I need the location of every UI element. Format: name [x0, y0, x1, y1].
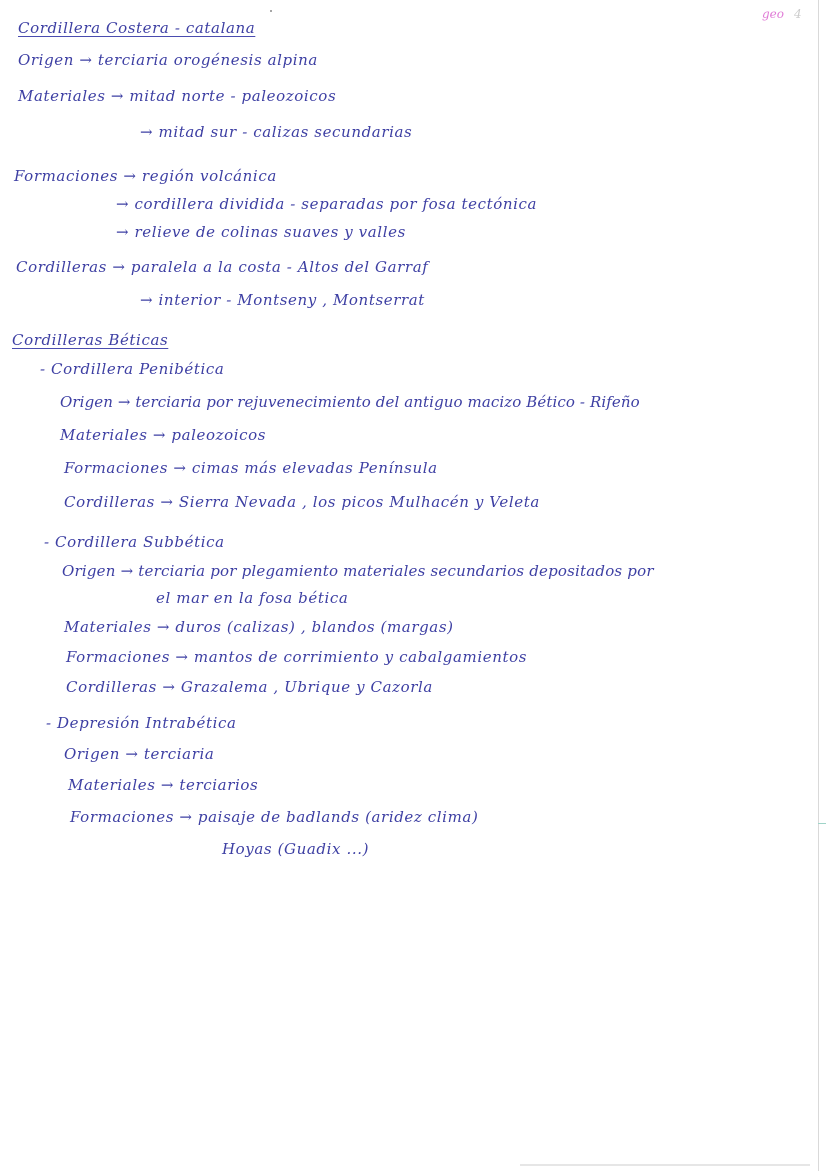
note-line: Origen → terciaria por plegamiento materiales secundarios depositados por	[62, 562, 654, 580]
note-line: Formaciones → región volcánica	[14, 167, 277, 185]
note-line: Materiales → terciarios	[68, 776, 259, 794]
subsection-heading: - Cordillera Penibética	[40, 360, 225, 378]
page-number	[762, 7, 802, 21]
note-line: Origen → terciaria orogénesis alpina	[18, 51, 318, 69]
subsection-heading: - Cordillera Subbética	[44, 533, 225, 551]
note-line: Formaciones → cimas más elevadas Península	[64, 459, 438, 477]
note-line: → mitad sur - calizas secundarias	[140, 123, 413, 141]
note-line: → cordillera dividida - separadas por fosa tectónica	[116, 195, 538, 213]
section-heading-beticas: Cordilleras Béticas	[12, 331, 169, 349]
note-line: → relieve de colinas suaves y valles	[116, 223, 406, 241]
note-line: Formaciones → paisaje de badlands (aridez clima)	[70, 808, 479, 826]
note-line: Origen → terciaria	[64, 745, 215, 763]
margin-mark	[818, 823, 826, 824]
page-number-value: 4	[794, 7, 802, 21]
note-line: Cordilleras → paralela a la costa - Altos del Garraf	[16, 258, 429, 276]
note-line: Materiales → duros (calizas) , blandos (margas)	[64, 618, 454, 636]
note-line: → interior - Montseny , Montserrat	[140, 291, 425, 309]
note-line: Cordilleras → Sierra Nevada , los picos Mulhacén y Veleta	[64, 493, 540, 511]
note-line: Cordilleras → Grazalema , Ubrique y Cazorla	[66, 678, 433, 696]
page-right-edge	[818, 0, 819, 1171]
page-bottom-edge	[520, 1164, 810, 1166]
note-line: Origen → terciaria por rejuvenecimiento del antiguo macizo Bético - Rifeño	[60, 393, 640, 411]
subsection-heading: - Depresión Intrabética	[46, 714, 237, 732]
page-label: geo	[762, 7, 785, 21]
note-line: Hoyas (Guadix ...)	[222, 840, 370, 858]
note-line: Materiales → mitad norte - paleozoicos	[18, 87, 337, 105]
section-heading-costero-catalana: Cordillera Costera - catalana	[18, 19, 256, 37]
note-line: Formaciones → mantos de corrimiento y cabalgamientos	[66, 648, 528, 666]
paper-speck	[270, 10, 272, 12]
note-line: Materiales → paleozoicos	[60, 426, 267, 444]
note-line: el mar en la fosa bética	[156, 589, 349, 607]
